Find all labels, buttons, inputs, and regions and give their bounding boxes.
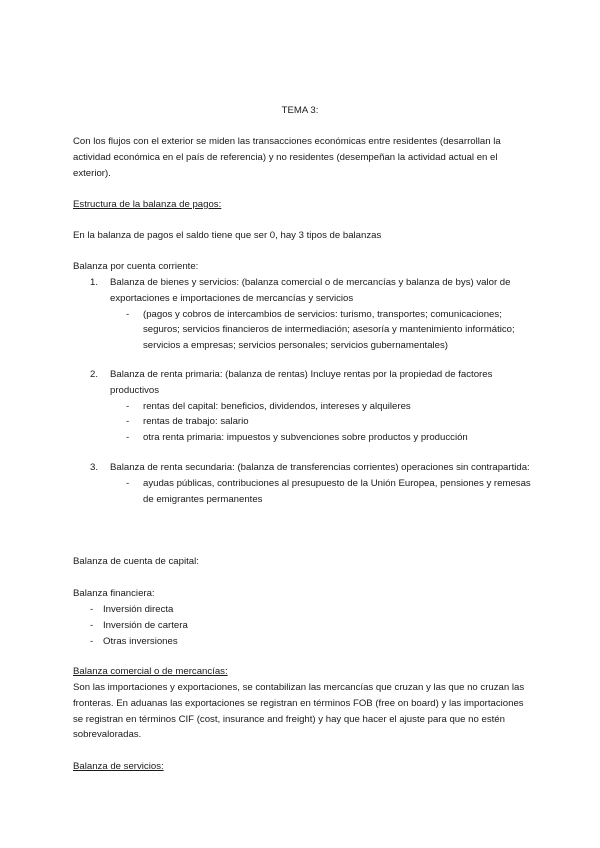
list-item-text: Inversión directa	[103, 604, 174, 615]
dash-marker: -	[126, 308, 130, 320]
list-item-text: Otras inversiones	[103, 635, 178, 647]
dash-marker: -	[90, 619, 94, 631]
cuenta-corriente-heading: Balanza por cuenta corriente:	[73, 261, 199, 272]
sub-list	[73, 476, 533, 508]
list-item-text: Inversión de cartera	[103, 619, 188, 631]
sub-list	[73, 399, 533, 446]
list-item	[73, 634, 533, 650]
financiera-list	[73, 602, 533, 649]
servicios-heading: Balanza de servicios:	[73, 761, 164, 772]
list-item	[73, 275, 533, 354]
comercial-heading: Balanza comercial o de mercancías:	[73, 666, 228, 677]
financiera-heading: Balanza financiera:	[73, 588, 155, 599]
list-item	[73, 602, 533, 618]
cuenta-corriente-list	[73, 275, 533, 354]
sub-list-item	[73, 430, 533, 446]
sub-list-item	[73, 399, 533, 415]
dash-marker: -	[126, 477, 130, 489]
list-item	[73, 367, 533, 446]
sub-item-text: rentas del capital: beneficios, dividendos, intereses y alquileres	[143, 400, 411, 412]
list-item-text: Balanza de renta primaria: (balanza de rentas) Incluye rentas por la propiedad de factores productivos	[110, 369, 493, 396]
sub-list	[73, 307, 533, 354]
sub-list-item	[73, 476, 533, 508]
list-item	[73, 460, 533, 507]
list-item-text: Balanza de bienes y servicios: (balanza comercial o de mercancías y balanza de bys) valor de exportaciones e importaciones de mercancías y servicios	[110, 277, 511, 304]
dash-marker: -	[90, 604, 94, 615]
estructura-heading: Estructura de la balanza de pagos:	[73, 199, 222, 210]
sub-item-text: otra renta primaria: impuestos y subvenciones sobre productos y producción	[143, 432, 468, 444]
page-title: TEMA 3:	[281, 105, 319, 116]
sub-list-item	[73, 414, 533, 430]
estructura-text: En la balanza de pagos el saldo tiene que ser 0, hay 3 tipos de balanzas	[73, 230, 382, 241]
renta-primaria-list	[73, 367, 533, 446]
list-number: 2.	[90, 369, 99, 380]
list-number: 1.	[90, 277, 99, 288]
list-item-text: Balanza de renta secundaria: (balanza de transferencias corrientes) operaciones sin contrapartida:	[110, 462, 530, 473]
sub-item-text: ayudas públicas, contribuciones al presupuesto de la Unión Europea, pensiones y remesas de emigrantes permanentes	[143, 477, 531, 505]
sub-list-item	[73, 307, 533, 354]
dash-marker: -	[126, 416, 130, 428]
renta-secundaria-list	[73, 460, 533, 507]
comercial-paragraph: Son las importaciones y exportaciones, se contabilizan las mercancías que cruzan y las que no cruzan las fronteras. En aduanas las exportaciones se registran en términos FOB (free on board) y las importaciones se registran en términos CIF (cost, insurance and freight) y hay que hacer el ajuste para que no estén sobrevaloradas.	[73, 682, 525, 741]
list-number: 3.	[90, 462, 99, 473]
sub-item-text: (pagos y cobros de intercambios de servicios: turismo, transportes; comunicaciones; seguros; servicios financieros de intermediación; asesoría y mantenimiento informático; servicios a empresas; servicios personales; servicios gubernamentales)	[143, 308, 515, 352]
sub-item-text: rentas de trabajo: salario	[143, 416, 249, 428]
list-item	[73, 618, 533, 634]
intro-paragraph: Con los flujos con el exterior se miden las transacciones económicas entre residentes (desarrollan la actividad económica en el país de referencia) y no residentes (desempeñan la actividad actual en el exterior).	[73, 136, 501, 179]
dash-marker: -	[126, 400, 130, 412]
dash-marker: -	[126, 432, 130, 444]
dash-marker: -	[90, 635, 94, 647]
cuenta-capital-heading: Balanza de cuenta de capital:	[73, 556, 199, 567]
